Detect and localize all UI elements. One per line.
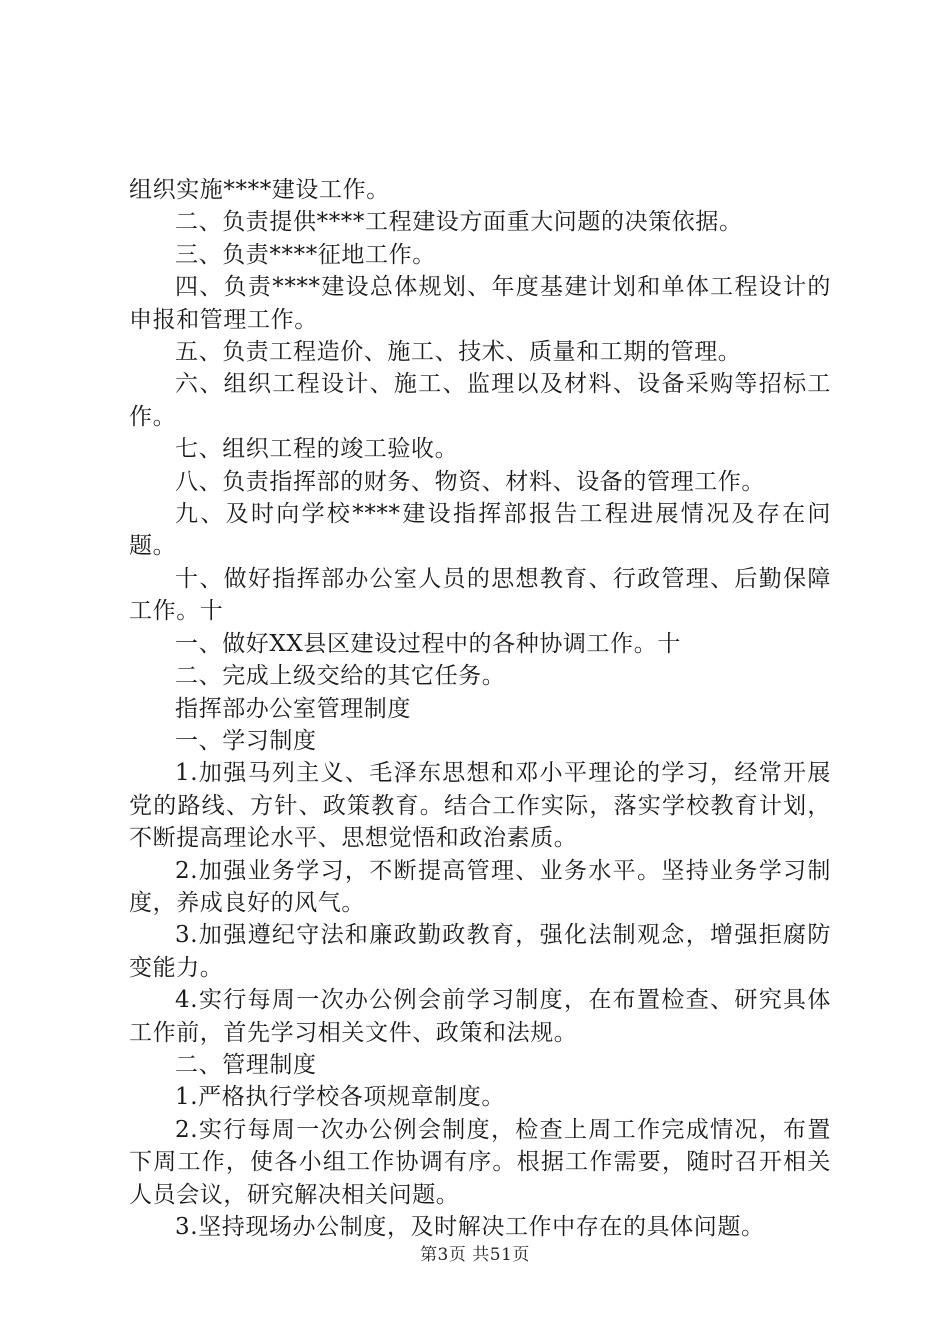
paragraph: 一、学习制度 bbox=[175, 727, 317, 754]
paragraph: 二、管理制度 bbox=[175, 1051, 317, 1078]
paragraph: 3.加强遵纪守法和廉政勤政教育，强化法制观念，增强拒腐防变能力。 bbox=[129, 922, 831, 981]
paragraph: 九、及时向学校****建设指挥部报告工程进展情况及存在问题。 bbox=[129, 501, 831, 560]
paragraph: 1.严格执行学校各项规章制度。 bbox=[175, 1084, 505, 1111]
paragraph: 组织实施****建设工作。 bbox=[129, 177, 390, 203]
paragraph: 1.加强马列主义、毛泽东思想和邓小平理论的学习，经常开展党的路线、方针、政策教育。结合工作实际，落实学校教育计划，不断提高理论水平、思想觉悟和政治素质。 bbox=[129, 760, 831, 852]
paragraph: 二、负责提供****工程建设方面重大问题的决策依据。 bbox=[175, 209, 743, 236]
paragraph: 六、组织工程设计、施工、监理以及材料、设备采购等招标工作。 bbox=[129, 371, 831, 430]
paragraph: 四、负责****建设总体规划、年度基建计划和单体工程设计的申报和管理工作。 bbox=[129, 274, 831, 333]
paragraph: 一、做好XX县区建设过程中的各种协调工作。十 bbox=[175, 630, 681, 657]
paragraph: 八、负责指挥部的财务、物资、材料、设备的管理工作。 bbox=[175, 468, 765, 495]
paragraph: 3.坚持现场办公制度，及时解决工作中存在的具体问题。 bbox=[175, 1214, 765, 1240]
paragraph: 2.实行每周一次办公例会制度，检查上周工作完成情况，布置下周工作，使各小组工作协调有序。根据工作需要，随时召开相关人员会议，研究解决相关问题。 bbox=[129, 1116, 831, 1208]
paragraph: 三、负责****征地工作。 bbox=[175, 241, 436, 268]
paragraph: 五、负责工程造价、施工、技术、质量和工期的管理。 bbox=[175, 339, 742, 366]
paragraph: 十、做好指挥部办公室人员的思想教育、行政管理、后勤保障工作。十 bbox=[129, 565, 831, 625]
paragraph: 指挥部办公室管理制度 bbox=[175, 695, 411, 722]
paragraph: 4.实行每周一次办公例会前学习制度，在布置检查、研究具体工作前，首先学习相关文件、政策和法规。 bbox=[129, 987, 831, 1046]
page-footer: 第3页 共51页 bbox=[420, 1245, 530, 1265]
paragraph: 二、完成上级交给的其它任务。 bbox=[175, 663, 506, 690]
paragraph: 七、组织工程的竣工验收。 bbox=[175, 436, 459, 463]
document-body bbox=[129, 174, 831, 1243]
paragraph: 2.加强业务学习，不断提高管理、业务水平。坚持业务学习制度，养成良好的风气。 bbox=[129, 857, 831, 916]
